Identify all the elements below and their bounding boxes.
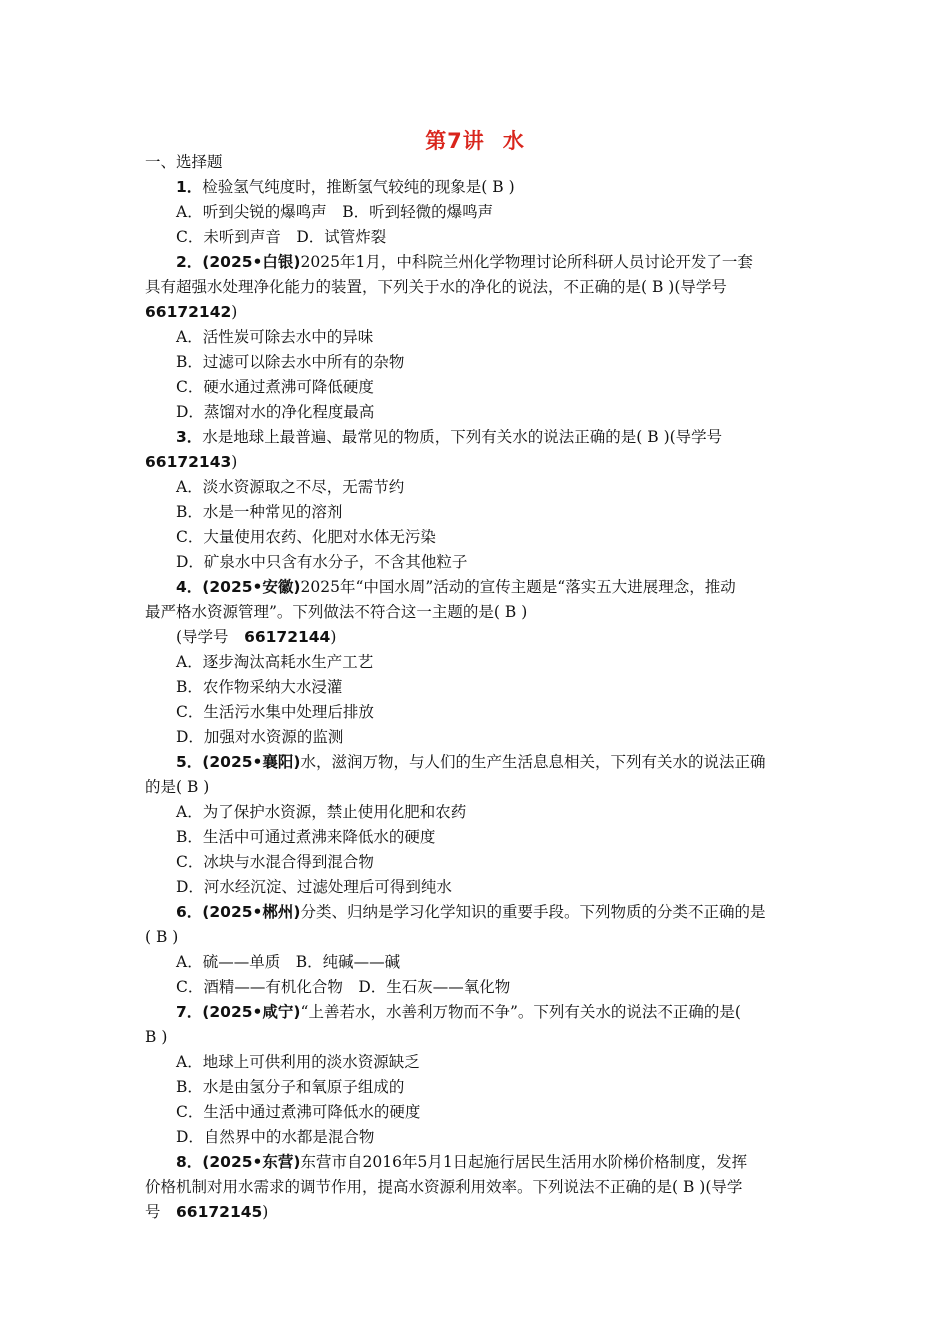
question-3-guide-number: 66172143) [145, 453, 238, 471]
question-2-guide-number: 66172142) [145, 303, 238, 321]
question-6-options-ab: A．硫——单质 B．纯碱——碱 [176, 953, 401, 971]
question-5-stem-line1: 5．(2025•襄阳)水，滋润万物，与人们的生产生活息息相关，下列有关水的说法正确 [176, 753, 766, 771]
question-5-stem-line2: 的是( B ) [145, 778, 210, 796]
question-4-stem-line2: 最严格水资源管理”。下列做法不符合这一主题的是( B ) [145, 603, 528, 621]
question-3-option-d: D．矿泉水中只含有水分子，不含其他粒子 [176, 553, 468, 571]
question-2-stem-line2: 具有超强水处理净化能力的装置，下列关于水的净化的说法，不正确的是( B )(导学号 [145, 278, 727, 296]
section-heading: 一、选择题 [145, 153, 223, 171]
question-2-option-d: D．蒸馏对水的净化程度最高 [176, 403, 375, 421]
question-1-options-cd: C．未听到声音 D．试管炸裂 [176, 228, 387, 246]
page-title: 第7讲 水 [425, 129, 525, 153]
question-4-option-a: A．逐步淘汰高耗水生产工艺 [176, 653, 374, 671]
question-6-options-cd: C．酒精——有机化合物 D．生石灰——氧化物 [176, 978, 511, 996]
question-7-stem-line1: 7．(2025•咸宁)“上善若水，水善利万物而不争”。下列有关水的说法不正确的是( [176, 1003, 741, 1021]
question-8-stem-line1: 8．(2025•东营)东营市自2016年5月1日起施行居民生活用水阶梯价格制度，发挥 [176, 1153, 748, 1171]
question-2-option-b: B．过滤可以除去水中所有的杂物 [176, 353, 405, 371]
question-3-option-c: C．大量使用农药、化肥对水体无污染 [176, 528, 436, 546]
question-3-option-b: B．水是一种常见的溶剂 [176, 503, 343, 521]
question-2-stem-line1: 2．(2025•白银)2025年1月，中科院兰州化学物理讨论所科研人员讨论开发了一套 [176, 253, 753, 271]
question-2-option-c: C．硬水通过煮沸可降低硬度 [176, 378, 374, 396]
question-3-stem: 3．水是地球上最普遍、最常见的物质，下列有关水的说法正确的是( B )(导学号 [176, 428, 723, 446]
question-7-option-c: C．生活中通过煮沸可降低水的硬度 [176, 1103, 421, 1121]
question-4-guide-number: (导学号 66172144) [176, 628, 337, 646]
question-list [145, 150, 805, 1225]
question-7-option-b: B．水是由氢分子和氧原子组成的 [176, 1078, 405, 1096]
question-2-option-a: A．活性炭可除去水中的异味 [176, 328, 374, 346]
question-7-stem-line2: B ) [145, 1028, 168, 1046]
question-3-option-a: A．淡水资源取之不尽，无需节约 [176, 478, 405, 496]
question-7-option-d: D．自然界中的水都是混合物 [176, 1128, 375, 1146]
question-7-option-a: A．地球上可供利用的淡水资源缺乏 [176, 1053, 420, 1071]
question-4-option-c: C．生活污水集中处理后排放 [176, 703, 374, 721]
question-1-options-ab: A．听到尖锐的爆鸣声 B．听到轻微的爆鸣声 [176, 203, 494, 221]
question-5-option-b: B．生活中可通过煮沸来降低水的硬度 [176, 828, 436, 846]
question-4-option-b: B．农作物采纳大水浸灌 [176, 678, 343, 696]
question-4-stem-line1: 4．(2025•安徽)2025年“中国水周”活动的宣传主题是“落实五大进展理念，推动 [176, 578, 736, 596]
question-6-stem-line1: 6．(2025•郴州)分类、归纳是学习化学知识的重要手段。下列物质的分类不正确的是 [176, 903, 766, 921]
question-8-stem-line2: 价格机制对用水需求的调节作用，提高水资源利用效率。下列说法不正确的是( B )(导学 [145, 1178, 743, 1196]
question-4-option-d: D．加强对水资源的监测 [176, 728, 344, 746]
question-1-stem: 1．检验氢气纯度时，推断氢气较纯的现象是( B ) [176, 178, 515, 196]
question-6-stem-line2: ( B ) [145, 928, 179, 946]
question-5-option-a: A．为了保护水资源，禁止使用化肥和农药 [176, 803, 467, 821]
question-8-guide-number: 号 66172145) [145, 1203, 269, 1221]
question-5-option-c: C．冰块与水混合得到混合物 [176, 853, 374, 871]
question-5-option-d: D．河水经沉淀、过滤处理后可得到纯水 [176, 878, 452, 896]
